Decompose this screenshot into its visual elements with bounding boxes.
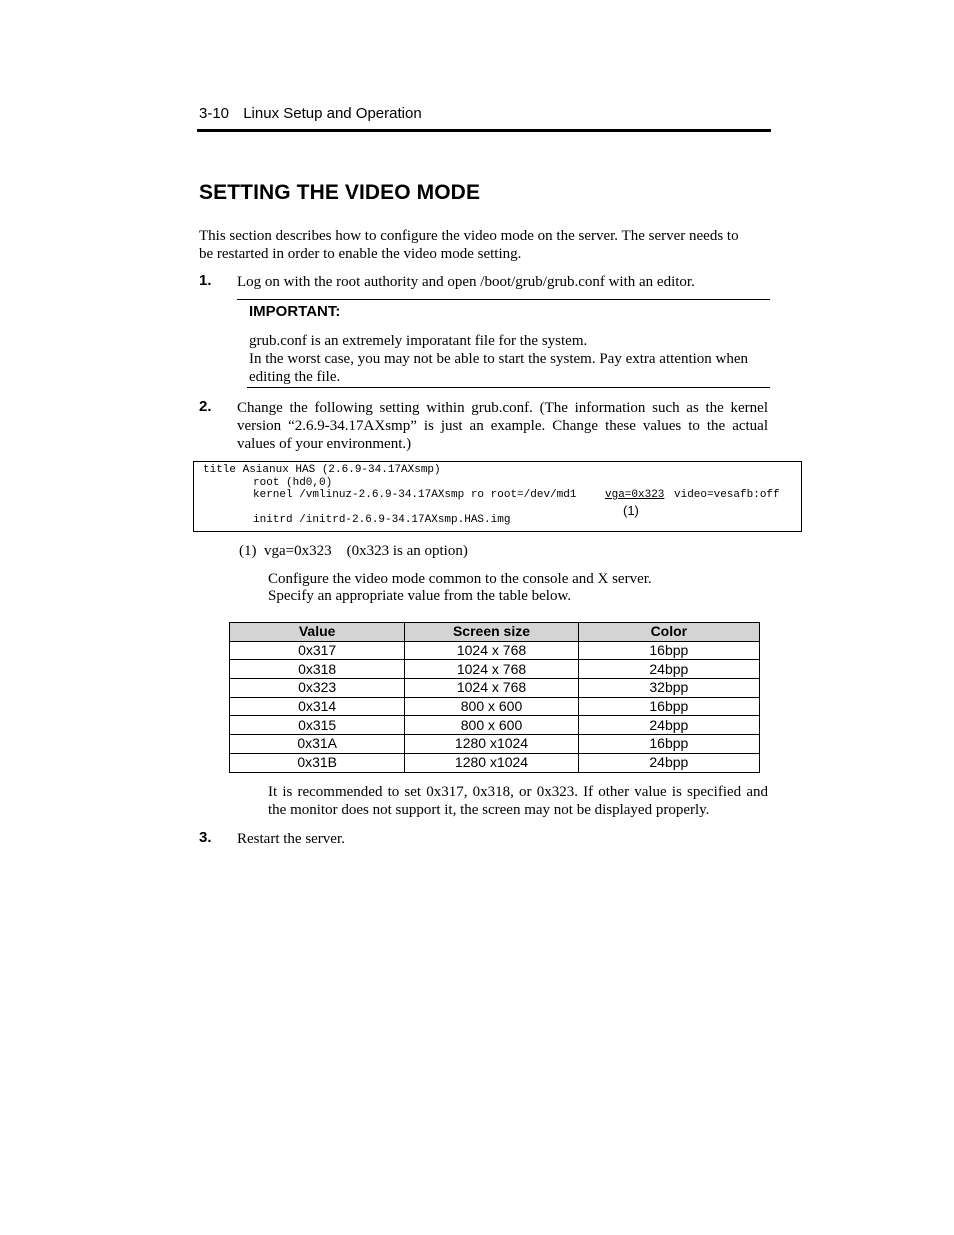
cell-color: 24bpp: [578, 716, 759, 735]
cell-screen-size: 1024 x 768: [405, 641, 578, 660]
intro-line-2: be restarted in order to enable the video mode setting.: [199, 246, 522, 262]
code-callout-marker: (1): [623, 503, 639, 518]
step-2-line-1: Change the following setting within grub.conf. (The information such as the kernel: [237, 400, 768, 416]
table-row: [230, 716, 760, 735]
step-2-number: 2.: [199, 398, 212, 415]
important-line-2: In the worst case, you may not be able to start the system. Pay extra attention when: [249, 351, 749, 367]
cell-screen-size: 800 x 600: [405, 716, 578, 735]
table-row: [230, 679, 760, 698]
cell-screen-size: 800 x 600: [405, 697, 578, 716]
cell-color: 16bpp: [578, 697, 759, 716]
cell-color: 32bpp: [578, 679, 759, 698]
cell-screen-size: 1280 x1024: [405, 735, 578, 754]
code-line-kernel: kernel /vmlinuz-2.6.9-34.17AXsmp ro root=/dev/md1: [253, 489, 577, 501]
important-top-rule: [237, 299, 770, 300]
step-1-number: 1.: [199, 272, 212, 289]
cell-screen-size: 1280 x1024: [405, 753, 578, 772]
cell-value: 0x314: [230, 697, 405, 716]
cell-screen-size: 1024 x 768: [405, 660, 578, 679]
note-desc-line-1: Configure the video mode common to the console and X server.: [268, 571, 652, 587]
cell-color: 16bpp: [578, 641, 759, 660]
recommend-line-2: the monitor does not support it, the screen may not be displayed properly.: [268, 802, 710, 818]
important-heading: IMPORTANT:: [249, 303, 341, 320]
cell-value: 0x317: [230, 641, 405, 660]
step-3-number: 3.: [199, 829, 212, 846]
cell-color: 24bpp: [578, 753, 759, 772]
note-label: (1) vga=0x323 (0x323 is an option): [239, 543, 468, 559]
cell-screen-size: 1024 x 768: [405, 679, 578, 698]
table-row: [230, 660, 760, 679]
note-desc-line-2: Specify an appropriate value from the table below.: [268, 588, 572, 604]
cell-value: 0x318: [230, 660, 405, 679]
code-line-title: title Asianux HAS (2.6.9-34.17AXsmp): [203, 464, 441, 476]
col-header-color: Color: [578, 623, 759, 642]
table-row: [230, 641, 760, 660]
section-title: SETTING THE VIDEO MODE: [199, 181, 481, 204]
col-header-value: Value: [230, 623, 405, 642]
step-1-text: Log on with the root authority and open /boot/grub/grub.conf with an editor.: [237, 274, 695, 290]
code-line-root: root (hd0,0): [253, 477, 333, 489]
important-line-3: editing the file.: [249, 369, 341, 385]
code-vga-option: vga=0x323: [605, 489, 665, 501]
step-2-line-2: version “2.6.9-34.17AXsmp” is just an example. Change these values to the actual: [237, 418, 768, 434]
table-row: [230, 753, 760, 772]
header-rule: [197, 129, 771, 132]
step-3-text: Restart the server.: [237, 831, 345, 847]
cell-value: 0x323: [230, 679, 405, 698]
col-header-screen-size: Screen size: [405, 623, 578, 642]
cell-value: 0x31B: [230, 753, 405, 772]
table-row: [230, 697, 760, 716]
recommend-line-1: It is recommended to set 0x317, 0x318, or 0x323. If other value is specified and: [268, 784, 768, 800]
important-bottom-rule: [247, 387, 770, 388]
chapter-title: Linux Setup and Operation: [243, 105, 422, 122]
cell-value: 0x31A: [230, 735, 405, 754]
intro-line-1: This section describes how to configure the video mode on the server. The server needs to: [199, 228, 739, 244]
important-line-1: grub.conf is an extremely imporatant file for the system.: [249, 333, 588, 349]
cell-color: 16bpp: [578, 735, 759, 754]
table-header-row: [230, 623, 760, 642]
code-video-option: video=vesafb:off: [674, 489, 780, 501]
running-header: [199, 105, 422, 122]
cell-color: 24bpp: [578, 660, 759, 679]
table-row: [230, 735, 760, 754]
cell-value: 0x315: [230, 716, 405, 735]
step-2-line-3: values of your environment.): [237, 436, 412, 452]
video-mode-table: [229, 622, 760, 773]
code-line-initrd: initrd /initrd-2.6.9-34.17AXsmp.HAS.img: [253, 514, 511, 526]
page-number: 3-10: [199, 105, 230, 122]
